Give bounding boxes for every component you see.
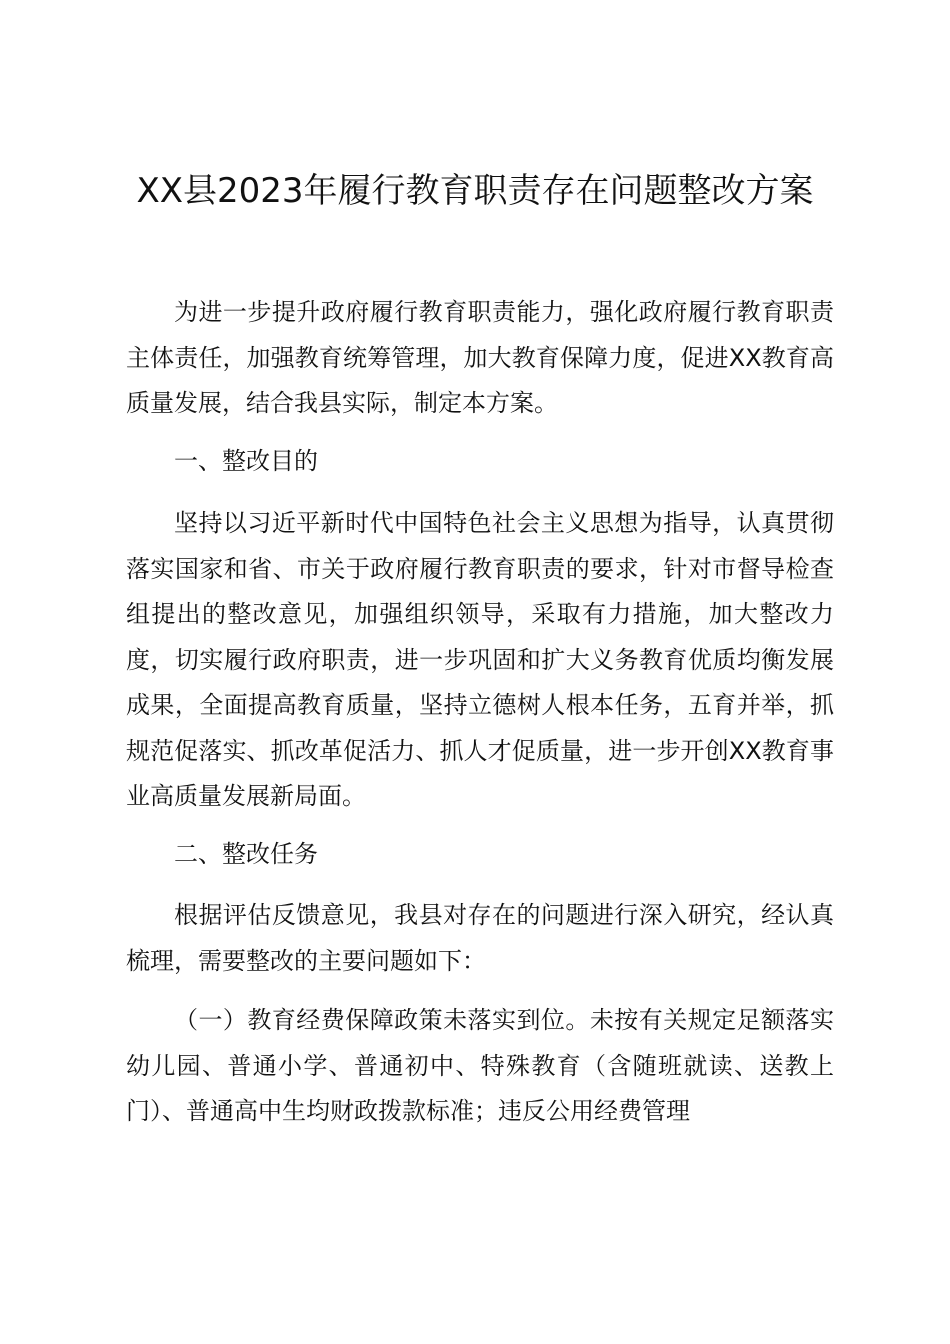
- section-heading-purpose: 一、整改目的: [174, 447, 318, 475]
- item-one-paragraph: （一）教育经费保障政策未落实到位。未按有关规定足额落实幼儿园、普通小学、普通初中、特殊教育（含随班就读、送教上门）、普通高中生均财政拨款标准；违反公用经费管理: [126, 1006, 834, 1125]
- document-title: XX县2023年履行教育职责存在问题整改方案: [136, 171, 814, 211]
- tasks-paragraph: 根据评估反馈意见，我县对存在的问题进行深入研究，经认真梳理，需要整改的主要问题如下：: [126, 901, 834, 975]
- section-heading-tasks: 二、整改任务: [174, 840, 318, 868]
- purpose-paragraph: 坚持以习近平新时代中国特色社会主义思想为指导，认真贯彻落实国家和省、市关于政府履行教育职责的要求，针对市督导检查组提出的整改意见，加强组织领导，采取有力措施，加大整改力度，切实履行政府职责，进一步巩固和扩大义务教育优质均衡发展成果，全面提高教育质量，坚持立德树人根本任务，五育并举，抓规范促落实、抓改革促活力、抓人才促质量，进一步开创XX教育事业高质量发展新局面。: [126, 509, 834, 810]
- intro-paragraph: 为进一步提升政府履行教育职责能力，强化政府履行教育职责主体责任，加强教育统筹管理，加大教育保障力度，促进XX教育高质量发展，结合我县实际，制定本方案。: [126, 298, 834, 417]
